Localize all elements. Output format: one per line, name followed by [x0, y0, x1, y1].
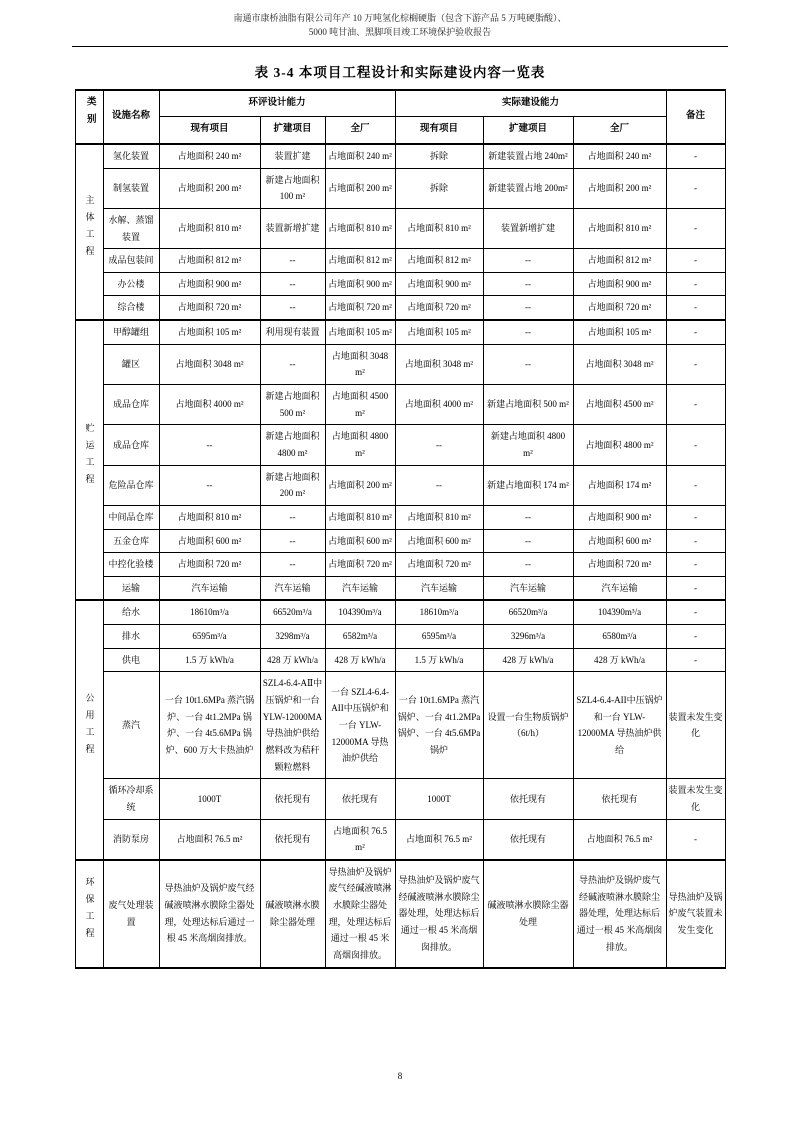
capacity-cell: 占地面积 4500 m² — [573, 385, 666, 425]
capacity-cell: 拆除 — [395, 144, 483, 168]
remark-cell: - — [666, 600, 725, 624]
capacity-cell: SZL4-6.4-AⅡ中压锅炉和一台 YLW-12000MA 导热油炉供给燃料改为秸秆颗粒燃料 — [260, 672, 325, 779]
subheader-actual-whole-plant: 全厂 — [573, 117, 666, 144]
category-cell — [75, 600, 103, 859]
facility-name-cell: 运输 — [103, 576, 159, 600]
capacity-cell: 占地面积 3048 m² — [325, 344, 395, 384]
table-row — [75, 672, 725, 779]
category-label: 环保工程 — [84, 876, 95, 945]
capacity-cell: 汽车运输 — [325, 576, 395, 600]
table-row — [75, 296, 725, 320]
capacity-cell: 占地面积 810 m² — [395, 208, 483, 248]
col-header-facility: 设施名称 — [103, 90, 159, 144]
subheader-actual-expansion: 扩建项目 — [483, 117, 573, 144]
capacity-cell: 汽车运输 — [395, 576, 483, 600]
category-cell — [75, 320, 103, 600]
facility-name-cell: 供电 — [103, 648, 159, 672]
capacity-cell: 占地面积 900 m² — [573, 505, 666, 529]
capacity-cell: 占地面积 200 m² — [325, 465, 395, 505]
facility-name-cell: 成品包装间 — [103, 249, 159, 273]
header-line-1: 南通市康桥油脂有限公司年产 10 万吨氢化棕榈硬脂（包含下游产品 5 万吨硬脂酸）、 — [233, 13, 567, 23]
capacity-cell: -- — [260, 296, 325, 320]
capacity-cell: 占地面积 174 m² — [573, 465, 666, 505]
remark-cell: 装置未发生变化 — [666, 779, 725, 819]
remark-cell: - — [666, 208, 725, 248]
table-row — [75, 648, 725, 672]
capacity-cell: 导热油炉及锅炉废气经碱液喷淋水膜除尘器处理，处理达标后通过一根 45 米高烟囱排放。 — [325, 860, 395, 968]
facility-name-cell: 甲醇罐组 — [103, 320, 159, 344]
table-row — [75, 529, 725, 553]
capacity-cell: 1000T — [159, 779, 260, 819]
table-row — [75, 600, 725, 624]
capacity-cell: 6580m³/a — [573, 625, 666, 649]
table-row — [75, 320, 725, 344]
remark-cell: 装置未发生变化 — [666, 672, 725, 779]
capacity-cell: SZL4-6.4-AII中压锅炉和一台 YLW-12000MA 导热油炉供给 — [573, 672, 666, 779]
capacity-cell: 新建占地面积 500 m² — [483, 385, 573, 425]
capacity-cell: 占地面积 3048 m² — [395, 344, 483, 384]
capacity-cell: 汽车运输 — [483, 576, 573, 600]
subheader-eia-existing: 现有项目 — [159, 117, 260, 144]
capacity-cell: 占地面积 812 m² — [325, 249, 395, 273]
col-header-actual-group: 实际建设能力 — [395, 90, 666, 117]
capacity-cell: -- — [483, 272, 573, 296]
capacity-cell: 新建占地面积 174 m² — [483, 465, 573, 505]
header-row-sub — [75, 117, 725, 144]
table-row — [75, 553, 725, 577]
table-row — [75, 272, 725, 296]
capacity-cell: -- — [483, 320, 573, 344]
facility-name-cell: 氢化装置 — [103, 144, 159, 168]
capacity-cell: 新建占地面积 500 m² — [260, 385, 325, 425]
facility-name-cell: 制氢装置 — [103, 168, 159, 208]
capacity-cell: 依托现有 — [260, 819, 325, 860]
capacity-cell: -- — [159, 425, 260, 465]
capacity-cell: -- — [159, 465, 260, 505]
subheader-actual-existing: 现有项目 — [395, 117, 483, 144]
remark-cell: - — [666, 505, 725, 529]
facility-name-cell: 消防泵房 — [103, 819, 159, 860]
facility-name-cell: 中控化验楼 — [103, 553, 159, 577]
capacity-cell: -- — [260, 553, 325, 577]
capacity-cell: 占地面积 4800 m² — [325, 425, 395, 465]
capacity-cell: 一台 10t1.6MPa 蒸汽锅炉、一台 4t1.2MPa 锅炉、一台 4t5.6MPa 锅炉 — [395, 672, 483, 779]
capacity-cell: 装置新增扩建 — [483, 208, 573, 248]
facility-name-cell: 蒸汽 — [103, 672, 159, 779]
remark-cell: - — [666, 553, 725, 577]
capacity-cell: 占地面积 720 m² — [325, 296, 395, 320]
capacity-cell: 汽车运输 — [159, 576, 260, 600]
table-body — [75, 144, 725, 968]
remark-cell: - — [666, 819, 725, 860]
facility-name-cell: 中间品仓库 — [103, 505, 159, 529]
capacity-cell: 占地面积 105 m² — [159, 320, 260, 344]
capacity-cell: 占地面积 76.5 m² — [395, 819, 483, 860]
category-cell — [75, 860, 103, 968]
capacity-cell: 占地面积 76.5 m² — [573, 819, 666, 860]
table-row — [75, 385, 725, 425]
category-label: 主体工程 — [84, 195, 95, 264]
capacity-cell: -- — [395, 425, 483, 465]
capacity-cell: 依托现有 — [483, 819, 573, 860]
header-row-groups — [75, 90, 725, 117]
category-cell — [75, 144, 103, 320]
capacity-cell: 占地面积 4500 m² — [325, 385, 395, 425]
capacity-cell: 占地面积 810 m² — [573, 208, 666, 248]
capacity-cell: 占地面积 240 m² — [573, 144, 666, 168]
table-row — [75, 576, 725, 600]
remark-cell: - — [666, 385, 725, 425]
table-title: 表 3-4 本项目工程设计和实际建设内容一览表 — [254, 64, 546, 80]
capacity-cell: 占地面积 76.5 m² — [325, 819, 395, 860]
capacity-cell: 占地面积 3048 m² — [159, 344, 260, 384]
capacity-cell: 装置扩建 — [260, 144, 325, 168]
capacity-cell: 依托现有 — [260, 779, 325, 819]
capacity-cell: -- — [395, 465, 483, 505]
capacity-cell: 占地面积 810 m² — [325, 208, 395, 248]
remark-cell: - — [666, 465, 725, 505]
capacity-cell: 装置新增扩建 — [260, 208, 325, 248]
capacity-cell: 66520m³/a — [260, 600, 325, 624]
col-header-eia-group: 环评设计能力 — [159, 90, 395, 117]
capacity-cell: 占地面积 900 m² — [325, 272, 395, 296]
remark-cell: - — [666, 344, 725, 384]
capacity-cell: 依托现有 — [325, 779, 395, 819]
capacity-cell: 6595m³/a — [159, 625, 260, 649]
capacity-cell: 新建占地面积 4800 m² — [260, 425, 325, 465]
capacity-cell: 占地面积 812 m² — [395, 249, 483, 273]
capacity-cell: 占地面积 3048 m² — [573, 344, 666, 384]
remark-cell: - — [666, 648, 725, 672]
remark-cell: - — [666, 144, 725, 168]
remark-cell: - — [666, 249, 725, 273]
remark-cell: - — [666, 576, 725, 600]
category-label: 贮运工程 — [84, 423, 95, 492]
capacity-cell: 占地面积 240 m² — [159, 144, 260, 168]
table-row — [75, 779, 725, 819]
col-header-remark: 备注 — [666, 90, 725, 144]
capacity-cell: 占地面积 810 m² — [325, 505, 395, 529]
facility-name-cell: 成品仓库 — [103, 425, 159, 465]
facility-name-cell: 罐区 — [103, 344, 159, 384]
table-row — [75, 465, 725, 505]
facility-name-cell: 办公楼 — [103, 272, 159, 296]
table-row — [75, 144, 725, 168]
capacity-cell: 1.5 万 kWh/a — [159, 648, 260, 672]
capacity-cell: 占地面积 600 m² — [573, 529, 666, 553]
capacity-cell: -- — [483, 529, 573, 553]
remark-cell: - — [666, 529, 725, 553]
capacity-cell: 碱液喷淋水膜除尘器处理 — [483, 860, 573, 968]
capacity-cell: 一台 SZL4-6.4-AII中压锅炉和一台 YLW-12000MA 导热油炉供给 — [325, 672, 395, 779]
remark-cell: - — [666, 320, 725, 344]
capacity-cell: 占地面积 900 m² — [395, 272, 483, 296]
table-row — [75, 625, 725, 649]
capacity-cell: 428 万 kWh/a — [260, 648, 325, 672]
capacity-cell: -- — [483, 505, 573, 529]
capacity-cell: 占地面积 812 m² — [159, 249, 260, 273]
capacity-cell: 设置一台生物质锅炉（6t/h） — [483, 672, 573, 779]
subheader-eia-expansion: 扩建项目 — [260, 117, 325, 144]
capacity-cell: 占地面积 810 m² — [159, 208, 260, 248]
table-row — [75, 819, 725, 860]
capacity-cell: 汽车运输 — [260, 576, 325, 600]
capacity-cell: 3296m³/a — [483, 625, 573, 649]
capacity-cell: 占地面积 600 m² — [395, 529, 483, 553]
capacity-cell: 428 万 kWh/a — [483, 648, 573, 672]
table-row — [75, 168, 725, 208]
table-row — [75, 860, 725, 968]
capacity-cell: 占地面积 105 m² — [325, 320, 395, 344]
capacity-cell: 3298m³/a — [260, 625, 325, 649]
capacity-cell: 占地面积 600 m² — [159, 529, 260, 553]
facility-name-cell: 给水 — [103, 600, 159, 624]
capacity-cell: 拆除 — [395, 168, 483, 208]
capacity-cell: 新建装置占地 240m² — [483, 144, 573, 168]
capacity-cell: 占地面积 105 m² — [573, 320, 666, 344]
capacity-cell: 依托现有 — [483, 779, 573, 819]
capacity-cell: -- — [483, 344, 573, 384]
header-line-2: 5000 吨甘油、黑脚项目竣工环境保护验收报告 — [308, 26, 492, 37]
capacity-cell: 占地面积 900 m² — [159, 272, 260, 296]
capacity-cell: 占地面积 810 m² — [395, 505, 483, 529]
col-header-category: 类别 — [75, 90, 103, 144]
capacity-cell: -- — [483, 553, 573, 577]
remark-cell: 导热油炉及锅炉废气装置未发生变化 — [666, 860, 725, 968]
capacity-cell: -- — [260, 272, 325, 296]
table-header — [75, 90, 725, 144]
table-row — [75, 425, 725, 465]
subheader-eia-whole-plant: 全厂 — [325, 117, 395, 144]
capacity-cell: 新建占地面积 100 m² — [260, 168, 325, 208]
remark-cell: - — [666, 425, 725, 465]
capacity-cell: 占地面积 4000 m² — [395, 385, 483, 425]
capacity-cell: 汽车运输 — [573, 576, 666, 600]
facility-name-cell: 废气处理装置 — [103, 860, 159, 968]
facility-name-cell: 排水 — [103, 625, 159, 649]
capacity-cell: -- — [260, 249, 325, 273]
capacity-cell: 428 万 kWh/a — [573, 648, 666, 672]
document-header — [0, 0, 800, 40]
table-row — [75, 344, 725, 384]
capacity-cell: 104390m³/a — [573, 600, 666, 624]
capacity-cell: 占地面积 900 m² — [573, 272, 666, 296]
capacity-cell: 占地面积 200 m² — [159, 168, 260, 208]
capacity-cell: 428 万 kWh/a — [325, 648, 395, 672]
capacity-cell: 1000T — [395, 779, 483, 819]
capacity-cell: 依托现有 — [573, 779, 666, 819]
capacity-cell: 利用现有装置 — [260, 320, 325, 344]
capacity-cell: 碱液喷淋水膜除尘器处理 — [260, 860, 325, 968]
capacity-cell: 6595m³/a — [395, 625, 483, 649]
capacity-cell: -- — [260, 344, 325, 384]
table-row — [75, 249, 725, 273]
construction-content-table — [75, 89, 726, 969]
category-label: 公用工程 — [84, 693, 95, 762]
capacity-cell: 6582m³/a — [325, 625, 395, 649]
capacity-cell: 导热油炉及锅炉废气经碱液喷淋水膜除尘器处理，处理达标后通过一根 45 米高烟囱排放。 — [395, 860, 483, 968]
capacity-cell: 104390m³/a — [325, 600, 395, 624]
capacity-cell: 占地面积 720 m² — [573, 553, 666, 577]
capacity-cell: 占地面积 720 m² — [159, 553, 260, 577]
remark-cell: - — [666, 168, 725, 208]
capacity-cell: -- — [260, 529, 325, 553]
table-row — [75, 505, 725, 529]
header-rule — [72, 46, 728, 47]
capacity-cell: 占地面积 105 m² — [395, 320, 483, 344]
capacity-cell: 占地面积 4800 m² — [573, 425, 666, 465]
capacity-cell: 1.5 万 kWh/a — [395, 648, 483, 672]
capacity-cell: 占地面积 720 m² — [395, 553, 483, 577]
capacity-cell: 占地面积 4000 m² — [159, 385, 260, 425]
capacity-cell: 新建占地面积 200 m² — [260, 465, 325, 505]
capacity-cell: -- — [260, 505, 325, 529]
facility-name-cell: 循环冷却系统 — [103, 779, 159, 819]
capacity-cell: 占地面积 200 m² — [325, 168, 395, 208]
capacity-cell: 占地面积 720 m² — [159, 296, 260, 320]
capacity-cell: -- — [483, 296, 573, 320]
capacity-cell: 新建装置占地 200m² — [483, 168, 573, 208]
capacity-cell: 占地面积 720 m² — [573, 296, 666, 320]
capacity-cell: 占地面积 240 m² — [325, 144, 395, 168]
remark-cell: - — [666, 272, 725, 296]
capacity-cell: 占地面积 810 m² — [159, 505, 260, 529]
capacity-cell: 18610m³/a — [395, 600, 483, 624]
facility-name-cell: 危险品仓库 — [103, 465, 159, 505]
capacity-cell: 新建占地面积 4800 m² — [483, 425, 573, 465]
capacity-cell: 一台 10t1.6MPa 蒸汽锅炉、一台 4t1.2MPa 锅炉、一台 4t5.6MPa 锅炉、600 万大卡热油炉 — [159, 672, 260, 779]
capacity-cell: 占地面积 76.5 m² — [159, 819, 260, 860]
capacity-cell: 导热油炉及锅炉废气经碱液喷淋水膜除尘器处理，处理达标后通过一根 45 米高烟囱排放。 — [573, 860, 666, 968]
capacity-cell: 导热油炉及锅炉废气经碱液喷淋水膜除尘器处理，处理达标后通过一根 45 米高烟囱排放。 — [159, 860, 260, 968]
facility-name-cell: 综合楼 — [103, 296, 159, 320]
capacity-cell: 18610m³/a — [159, 600, 260, 624]
capacity-cell: 66520m³/a — [483, 600, 573, 624]
facility-name-cell: 五金仓库 — [103, 529, 159, 553]
capacity-cell: 占地面积 200 m² — [573, 168, 666, 208]
capacity-cell: 占地面积 720 m² — [395, 296, 483, 320]
capacity-cell: 占地面积 812 m² — [573, 249, 666, 273]
capacity-cell: -- — [483, 249, 573, 273]
facility-name-cell: 水解、蒸馏装置 — [103, 208, 159, 248]
page-number: 8 — [397, 1071, 403, 1081]
facility-name-cell: 成品仓库 — [103, 385, 159, 425]
table-row — [75, 208, 725, 248]
capacity-cell: 占地面积 720 m² — [325, 553, 395, 577]
remark-cell: - — [666, 296, 725, 320]
capacity-cell: 占地面积 600 m² — [325, 529, 395, 553]
remark-cell: - — [666, 625, 725, 649]
